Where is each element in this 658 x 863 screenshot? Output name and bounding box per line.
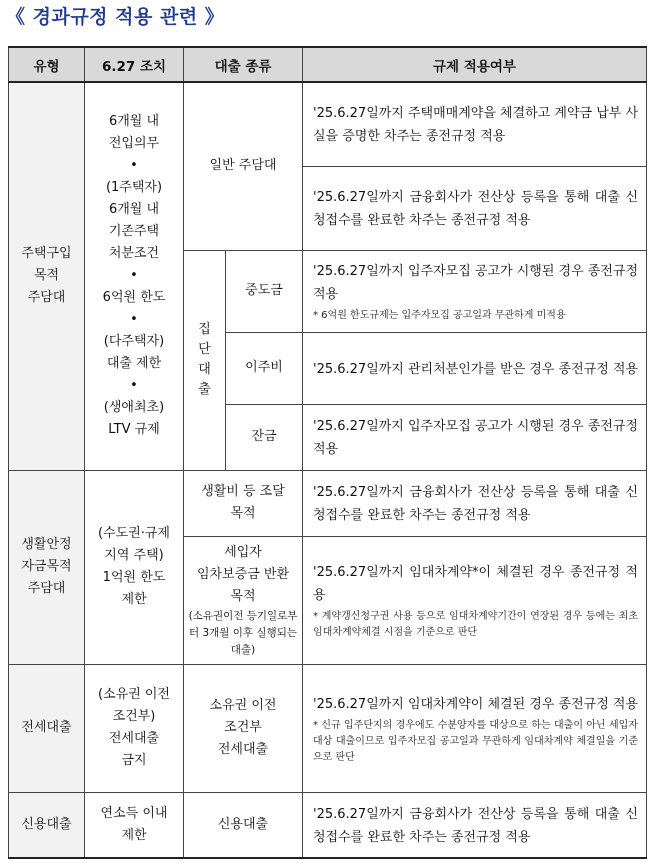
rule-credit: '25.6.27일까지 금융회사가 전산상 등록을 통해 대출 신청접수를 완료한 차주는 종전규정 적용 xyxy=(303,792,647,858)
loan-general-mortgage: 일반 주담대 xyxy=(184,82,303,250)
header-applicability: 규제 적용여부 xyxy=(303,47,647,82)
rule-jeonse: '25.6.27일까지 임대차계약이 체결된 경우 종전규정 적용 * 신규 입주단지의 경우에도 수분양자를 대상으로 하는 대출이 아닌 세입자 대상 대출이므로 입주자모집 공고일과 무관하게 임대차계약 체결일을 기준으로 판단 xyxy=(303,664,647,792)
table-row xyxy=(9,792,647,858)
loan-credit: 신용대출 xyxy=(184,792,303,858)
rule-general-mortgage-1: '25.6.27일까지 주택매매계약을 체결하고 계약금 납부 사실을 증명한 차주는 종전규정 적용 xyxy=(303,82,647,166)
rule-balance: '25.6.27일까지 입주자모집 공고가 시행된 경우 종전규정 적용 xyxy=(303,404,647,470)
note-middle-payment: * 6억원 한도규제는 입주자모집 공고일과 무관하게 미적용 xyxy=(313,310,566,321)
note-jeonse: * 신규 입주단지의 경우에도 수분양자를 대상으로 하는 대출이 아닌 세입자 대상 대출이므로 입주자모집 공고일과 무관하게 임대차계약 체결일을 기준으로 판단 xyxy=(313,719,638,763)
header-measure: 6.27 조치 xyxy=(85,47,184,82)
deposit-loan-condition: (소유권이전 등기일로부터 3개월 이후 실행되는 대출) xyxy=(188,609,298,656)
loan-living-expense: 생활비 등 조달 목적 xyxy=(184,470,303,536)
rule-deposit-return: '25.6.27일까지 임대차계약*이 체결된 경우 종전규정 적용 * 계약갱신청구권 사용 등으로 임대차계약기간이 연장된 경우 등에는 최초 임대차계약체결 시점을 기준으로 판단 xyxy=(303,536,647,664)
rule-living-expense: '25.6.27일까지 금융회사가 전산상 등록을 통해 대출 신청접수를 완료한 차주는 종전규정 적용 xyxy=(303,470,647,536)
table-row xyxy=(9,664,647,792)
header-row xyxy=(9,47,647,82)
header-loan-kind: 대출 종류 xyxy=(184,47,303,82)
type-jeonse: 전세대출 xyxy=(9,664,85,792)
loan-balance: 잔금 xyxy=(226,404,303,470)
type-housing-purchase: 주택구입 목적 주담대 xyxy=(9,82,85,470)
loan-middle-payment: 중도금 xyxy=(226,250,303,332)
rule-general-mortgage-2: '25.6.27일까지 금융회사가 전산상 등록을 통해 대출 신청접수를 완료한 차주는 종전규정 적용 xyxy=(303,166,647,250)
measure-housing-purchase: 6개월 내 전입의무 • (1주택자) 6개월 내 기존주택 처분조건 • 6억원 한도 • (다주택자) 대출 제한 • (생애최초) LTV 규제 xyxy=(85,82,184,470)
loan-jeonse: 소유권 이전 조건부 전세대출 xyxy=(184,664,303,792)
table-row xyxy=(9,470,647,536)
note-deposit-return: * 계약갱신청구권 사용 등으로 임대차계약기간이 연장된 경우 등에는 최초 임대차계약체결 시점을 기준으로 판단 xyxy=(313,611,638,638)
type-living-stability: 생활안정 자금목적 주담대 xyxy=(9,470,85,664)
rule-relocation: '25.6.27일까지 관리처분인가를 받은 경우 종전규정 적용 xyxy=(303,332,647,404)
group-loan-label: 집 단 대 출 xyxy=(184,250,226,470)
measure-jeonse: (소유권 이전 조건부) 전세대출 금지 xyxy=(85,664,184,792)
transition-rules-table xyxy=(8,46,647,859)
measure-credit: 연소득 이내 제한 xyxy=(85,792,184,858)
rule-middle-payment: '25.6.27일까지 입주자모집 공고가 시행된 경우 종전규정 적용 * 6억원 한도규제는 입주자모집 공고일과 무관하게 미적용 xyxy=(303,250,647,332)
page-title: 《 경과규정 적용 관련 》 xyxy=(6,6,225,28)
measure-living-stability: (수도권·규제 지역 주택) 1억원 한도 제한 xyxy=(85,470,184,664)
type-credit: 신용대출 xyxy=(9,792,85,858)
table-row xyxy=(9,82,647,166)
loan-deposit-return: 세입자 임차보증금 반환 목적 (소유권이전 등기일로부터 3개월 이후 실행되는 대출) xyxy=(184,536,303,664)
loan-relocation: 이주비 xyxy=(226,332,303,404)
header-type: 유형 xyxy=(9,47,85,82)
